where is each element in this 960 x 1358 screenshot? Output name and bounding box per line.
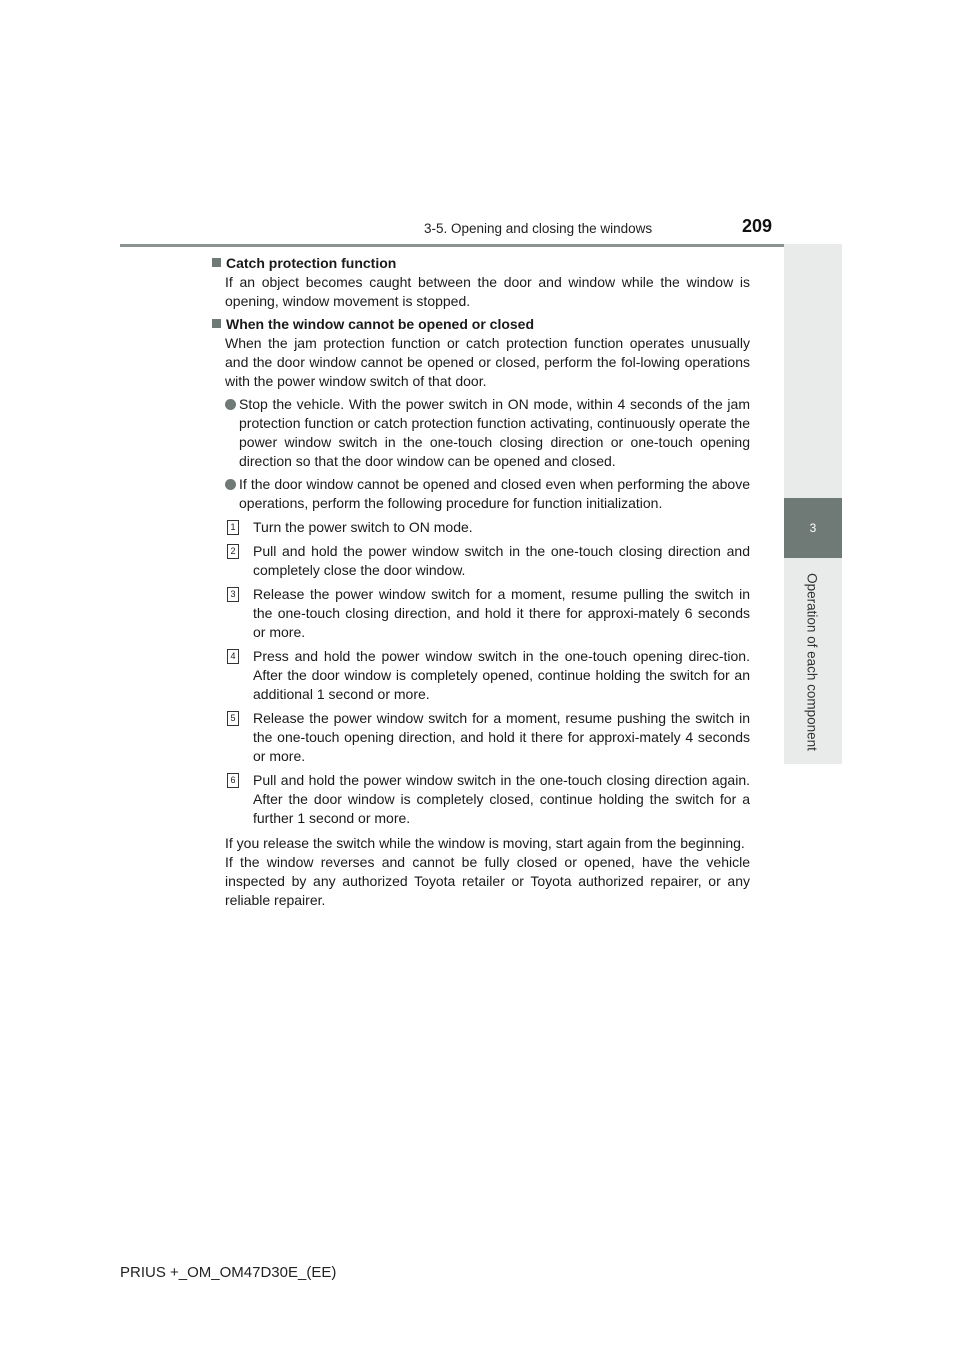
heading-text: When the window cannot be opened or closed (226, 316, 535, 332)
step-item (227, 585, 750, 642)
section-heading-catch-protection (212, 254, 750, 273)
page-number: 209 (742, 216, 773, 236)
chapter-tab: 3 (784, 498, 842, 558)
bullet-item (225, 475, 750, 513)
square-bullet-icon (212, 258, 221, 267)
chapter-label: Operation of each component (804, 573, 820, 751)
step-number-box: 3 (227, 587, 239, 602)
step-item (227, 647, 750, 704)
round-bullet-icon (225, 479, 236, 490)
closing-paragraph: If you release the switch while the window is moving, start again from the beginning. (225, 835, 745, 851)
step-number-box: 6 (227, 773, 239, 788)
section-heading-window-cannot-open (212, 315, 750, 334)
page-content (212, 254, 750, 910)
section-title: 3-5. Opening and closing the windows (424, 221, 653, 236)
step-text: Release the power window switch for a moment, resume pushing the switch in the one-touch opening direction, and hold it there for approxi-mately 4 seconds or more. (253, 710, 750, 764)
step-item (227, 518, 750, 537)
step-number-box: 4 (227, 649, 239, 664)
step-number-box: 2 (227, 544, 239, 559)
bullet-item (225, 395, 750, 471)
step-text: Press and hold the power window switch in the one-touch opening direc-tion. After the door window is completely opened, continue holding the switch for an additional 1 second or more. (253, 648, 750, 702)
section-paragraph: When the jam protection function or catch protection function operates unusually and the door window cannot be opened or closed, perform the fol-lowing operations with the power window switch of that door. (225, 335, 750, 389)
document-code: PRIUS +_OM_OM47D30E_(EE) (120, 1264, 337, 1281)
round-bullet-icon (225, 399, 236, 410)
step-text: Pull and hold the power window switch in the one-touch closing direction and completely close the door window. (253, 543, 750, 578)
step-number-box: 5 (227, 711, 239, 726)
square-bullet-icon (212, 319, 221, 328)
step-item (227, 709, 750, 766)
step-number-box: 1 (227, 520, 239, 535)
step-item (227, 771, 750, 828)
step-text: Release the power window switch for a moment, resume pulling the switch in the one-touch closing direction, and hold it there for approxi-mately 6 seconds or more. (253, 586, 750, 640)
step-item (227, 542, 750, 580)
bullet-text: Stop the vehicle. With the power switch in ON mode, within 4 seconds of the jam protection function or catch protection function activating, continuously operate the power window switch in the one-touch closing direction or one-touch opening direction so that the door window can be opened and closed. (239, 396, 750, 469)
closing-paragraph: If the window reverses and cannot be fully closed or opened, have the vehicle inspected by any authorized Toyota retailer or Toyota authorized repairer, or any reliable repairer. (225, 854, 750, 908)
section-paragraph: If an object becomes caught between the door and window while the window is opening, window movement is stopped. (225, 274, 750, 309)
bullet-text: If the door window cannot be opened and closed even when performing the above operations, perform the following procedure for function initialization. (239, 476, 750, 511)
heading-text: Catch protection function (226, 255, 397, 271)
step-text: Pull and hold the power window switch in the one-touch closing direction again. After the door window is completely closed, continue holding the switch for a further 1 second or more. (253, 772, 750, 826)
step-text: Turn the power switch to ON mode. (253, 519, 473, 535)
header-divider (120, 244, 842, 247)
